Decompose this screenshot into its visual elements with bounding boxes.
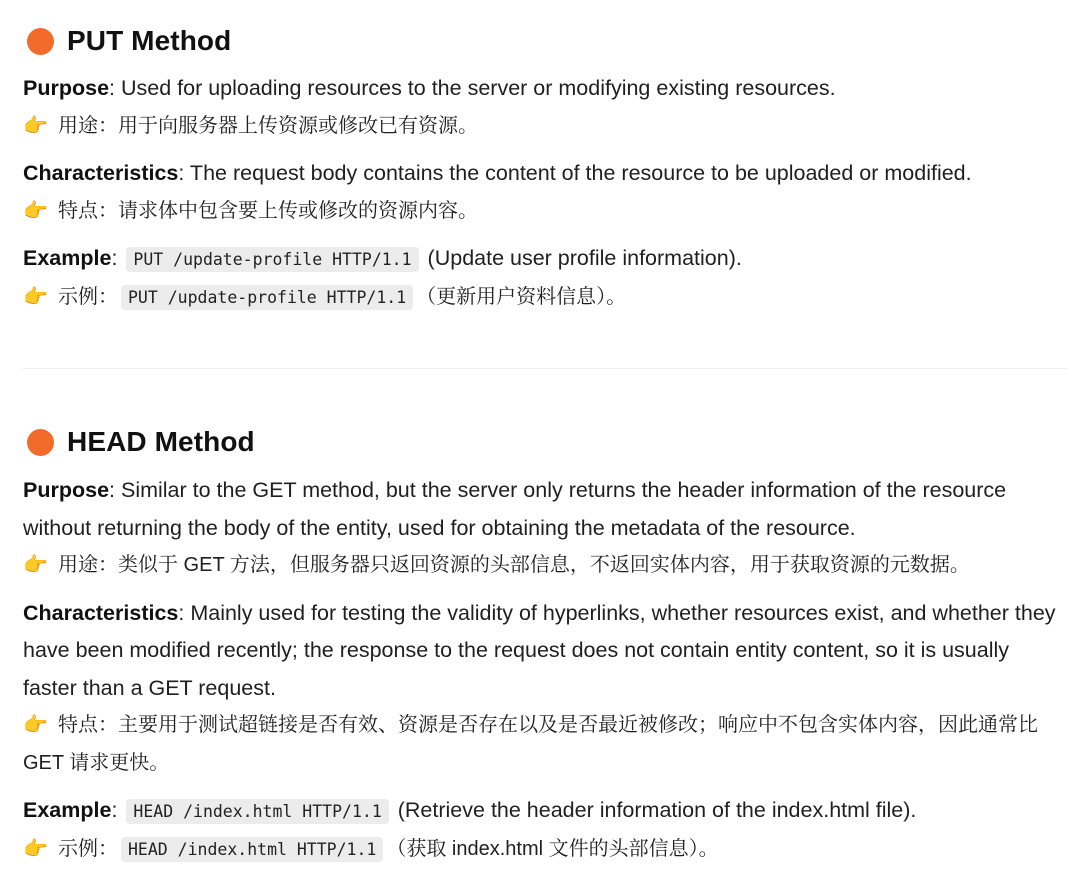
purpose-text [23, 70, 1067, 108]
characteristics-label: Characteristics [23, 600, 179, 625]
purpose-zh: 用途：用于向服务器上传资源或修改已有资源。 [58, 114, 478, 137]
characteristics-translation [23, 707, 1067, 782]
orange-circle-icon [27, 28, 54, 55]
purpose-translation [23, 547, 1067, 585]
backhand-index-pointing-right-icon: 👉 [23, 714, 48, 736]
example-description: (Update user profile information). [427, 246, 742, 270]
purpose-label: Purpose [23, 478, 110, 502]
section-heading [23, 25, 1067, 57]
head-method-section [23, 426, 1067, 868]
example-separator: : [111, 246, 118, 270]
section-title: HEAD Method [67, 426, 255, 457]
section-title: PUT Method [67, 25, 232, 56]
backhand-index-pointing-right-icon: 👉 [23, 837, 48, 860]
characteristics-text [23, 155, 1067, 193]
example-zh-prefix: 示例： [58, 285, 118, 308]
example-zh-code: HEAD /index.html HTTP/1.1 [121, 837, 383, 862]
example-translation [23, 279, 1067, 317]
characteristics-block [23, 155, 1067, 230]
purpose-description: : Similar to the GET method, but the server only returns the header information of the resource without returning the body of the entity, used for obtaining the metadata of the resource. [23, 478, 1007, 540]
characteristics-description: : Mainly used for testing the validity of hyperlinks, whether resources exist, and whether they have been modified recently; the response to the request does not contain entity content, so it is usually faster than a GET request. [23, 600, 1056, 700]
example-description: (Retrieve the header information of the index.html file). [397, 798, 917, 822]
purpose-block [23, 472, 1067, 585]
orange-circle-icon [27, 429, 54, 456]
purpose-zh: 用途：类似于 GET 方法，但服务器只返回资源的头部信息，不返回实体内容，用于获取资源的元数据。 [58, 554, 970, 576]
example-text [23, 240, 1067, 279]
example-block [23, 240, 1067, 316]
example-zh-code: PUT /update-profile HTTP/1.1 [121, 285, 413, 310]
backhand-index-pointing-right-icon: 👉 [23, 114, 48, 137]
example-zh-suffix: （获取 index.html 文件的头部信息）。 [386, 837, 719, 860]
example-zh-suffix: （更新用户资料信息）。 [416, 285, 627, 308]
characteristics-translation [23, 193, 1067, 231]
characteristics-zh: 特点：请求体中包含要上传或修改的资源内容。 [58, 199, 478, 222]
example-separator: : [111, 798, 118, 822]
example-code: HEAD /index.html HTTP/1.1 [126, 799, 388, 824]
example-label: Example [23, 798, 112, 822]
purpose-label: Purpose [23, 76, 110, 100]
backhand-index-pointing-right-icon: 👉 [23, 285, 48, 308]
example-code: PUT /update-profile HTTP/1.1 [126, 247, 418, 272]
example-block [23, 792, 1067, 868]
purpose-text [23, 472, 1067, 547]
put-method-section [23, 0, 1067, 316]
section-heading [23, 426, 1067, 458]
characteristics-zh: 特点：主要用于测试超链接是否有效、资源是否存在以及是否最近被修改；响应中不包含实体内容，因此通常比 GET 请求更快。 [23, 714, 1038, 774]
backhand-index-pointing-right-icon: 👉 [23, 199, 48, 222]
purpose-block [23, 70, 1067, 145]
example-zh-prefix: 示例： [58, 837, 118, 860]
purpose-description: : Used for uploading resources to the server or modifying existing resources. [109, 76, 836, 100]
characteristics-text [23, 595, 1067, 708]
backhand-index-pointing-right-icon: 👉 [23, 554, 48, 576]
characteristics-label: Characteristics [23, 161, 179, 185]
characteristics-description: : The request body contains the content of the resource to be uploaded or modified. [178, 161, 972, 185]
characteristics-block [23, 595, 1067, 783]
example-label: Example [23, 246, 112, 270]
purpose-translation [23, 108, 1067, 146]
example-translation [23, 831, 1067, 869]
example-text [23, 792, 1067, 831]
